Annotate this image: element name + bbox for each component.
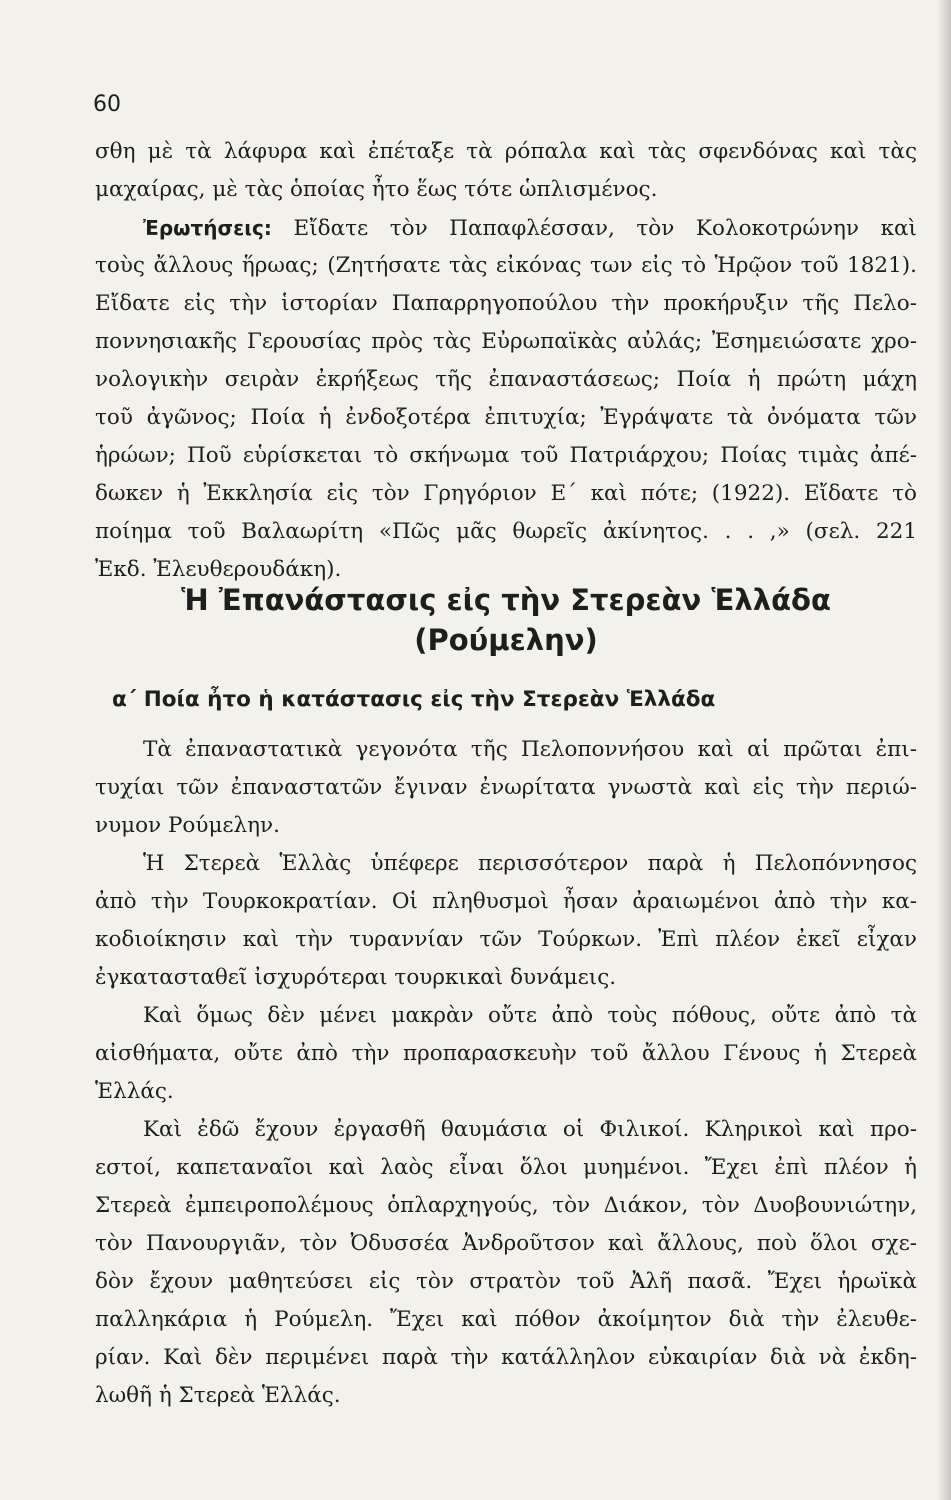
text-line: Τὰ ἐπαναστατικὰ γεγονότα τῆς Πελοποννήσου καὶ αἱ πρῶται ἐπι- xyxy=(143,737,917,762)
intro-text xyxy=(95,133,917,209)
text-line: τὸν Πανουργιᾶν, τὸν Ὀδυσσέα Ἀνδροῦτσον καὶ ἄλλους, ποὺ ὅλοι σχε- xyxy=(95,1231,917,1256)
text-line: τυχίαι τῶν ἐπαναστατῶν ἔγιναν ἐνωρίτατα γνωστὰ καὶ εἰς τὴν περιώ- xyxy=(95,775,917,800)
text-line: σθη μὲ τὰ λάφυρα καὶ ἐπέταξε τὰ ρόπαλα καὶ τὰς σφενδόνας καὶ τὰς xyxy=(95,139,917,164)
text-line: Ἐκδ. Ἐλευθερουδάκη). xyxy=(95,557,342,582)
text-line: μαχαίρας, μὲ τὰς ὁποίας ἦτο ἕως τότε ὡπλισμένος. xyxy=(95,177,658,202)
text-line: ἀπὸ τὴν Τουρκοκρατίαν. Οἱ πληθυσμοὶ ἦσαν ἀραιωμένοι ἀπὸ τὴν κα- xyxy=(95,889,917,914)
text-line: Καὶ ὅμως δὲν μένει μακρὰν οὔτε ἀπὸ τοὺς πόθους, οὔτε ἀπὸ τὰ xyxy=(143,1003,917,1028)
body-paragraph-3 xyxy=(95,997,917,1111)
text-line: δωκεν ἡ Ἐκκλησία εἰς τὸν Γρηγόριον Ε΄ καὶ πότε; (1922). Εἴδατε τὸ xyxy=(95,481,917,506)
text-line: τοὺς ἄλλους ἥρωας; (Ζητήσατε τὰς εἰκόνας των εἰς τὸ Ἡρῷον τοῦ 1821). xyxy=(95,253,917,278)
text-line: Ἑλλάς. xyxy=(95,1079,174,1104)
questions-paragraph xyxy=(95,209,917,589)
chapter-title-line-2: (Ρούμελην) xyxy=(414,623,598,657)
body-paragraph-4 xyxy=(95,1111,917,1415)
text-line: αἰσθήματα, οὔτε ἀπὸ τὴν προπαρασκευὴν τοῦ ἄλλου Γένους ἡ Στερεὰ xyxy=(95,1041,917,1066)
text-line: παλληκάρια ἡ Ρούμελη. Ἔχει καὶ πόθον ἀκοίμητον διὰ τὴν ἐλευθε- xyxy=(95,1307,917,1332)
text-line: Εἴδατε εἰς τὴν ἱστορίαν Παπαρρηγοπούλου τὴν προκήρυξιν τῆς Πελο- xyxy=(95,291,917,316)
text-line: τοῦ ἀγῶνος; Ποία ἡ ἐνδοξοτέρα ἐπιτυχία; Ἐγράψατε τὰ ὀνόματα τῶν xyxy=(95,405,917,430)
text-line: ἐγκατασταθεῖ ἰσχυρότεραι τουρκικαὶ δυνάμεις. xyxy=(95,965,617,990)
text-line: νολογικὴν σειρὰν ἐκρήξεως τῆς ἐπαναστάσεως; Ποία ἡ πρώτη μάχη xyxy=(95,367,917,392)
page-edge-shadow xyxy=(937,0,951,1500)
text-line xyxy=(95,209,917,247)
section-title: α΄ Ποία ἦτο ἡ κατάστασις εἰς τὴν Στερεὰν Ἑλλάδα xyxy=(112,687,716,712)
questions-first-line: Εἴδατε τὸν Παπαφλέσσαν, τὸν Κολοκοτρώνην καὶ xyxy=(293,216,917,241)
page-number: 60 xyxy=(93,92,121,117)
text-line: κοδιοίκησιν καὶ τὴν τυραννίαν τῶν Τούρκων. Ἐπὶ πλέον ἐκεῖ εἶχαν xyxy=(95,927,917,952)
text-line: δὸν ἔχουν μαθητεύσει εἰς τὸν στρατὸν τοῦ Ἀλῆ πασᾶ. Ἔχει ἡρωϊκὰ xyxy=(95,1269,917,1294)
text-line: Στερεὰ ἐμπειροπολέμους ὁπλαρχηγούς, τὸν Διάκον, τὸν Δυοβουνιώτην, xyxy=(95,1193,917,1218)
text-line: Ἡ Στερεὰ Ἑλλὰς ὑπέφερε περισσότερον παρὰ ἡ Πελοπόννησος xyxy=(143,851,917,876)
text-line: ποίημα τοῦ Βαλαωρίτη «Πῶς μᾶς θωρεῖς ἀκίνητος. . . ,» (σελ. 221 xyxy=(95,519,917,544)
questions-label: Ἐρωτήσεις: xyxy=(143,216,272,240)
chapter-title xyxy=(95,580,917,660)
text-line: εστοί, καπεταναῖοι καὶ λαὸς εἶναι ὅλοι μυημένοι. Ἔχει ἐπὶ πλέον ἡ xyxy=(95,1155,917,1180)
text-line: ρίαν. Καὶ δὲν περιμένει παρὰ τὴν κατάλληλον εὐκαιρίαν διὰ νὰ ἐκδη- xyxy=(95,1345,917,1370)
text-line: Καὶ ἐδῶ ἔχουν ἐργασθῆ θαυμάσια οἱ Φιλικοί. Κληρικοὶ καὶ προ- xyxy=(143,1117,917,1142)
text-line: ἡρώων; Ποῦ εὑρίσκεται τὸ σκήνωμα τοῦ Πατριάρχου; Ποίας τιμὰς ἀπέ- xyxy=(95,443,917,468)
chapter-title-line-1: Ἡ Ἐπανάστασις εἰς τὴν Στερεὰν Ἑλλάδα xyxy=(181,583,831,617)
body-paragraph-2 xyxy=(95,845,917,997)
text-line: νυμον Ρούμελην. xyxy=(95,813,280,838)
body-paragraph-1 xyxy=(95,731,917,845)
text-line: λωθῆ ἡ Στερεὰ Ἑλλάς. xyxy=(95,1383,341,1408)
text-line: ποννησιακῆς Γερουσίας πρὸς τὰς Εὐρωπαϊκὰς αὐλάς; Ἐσημειώσατε χρο- xyxy=(95,329,917,354)
